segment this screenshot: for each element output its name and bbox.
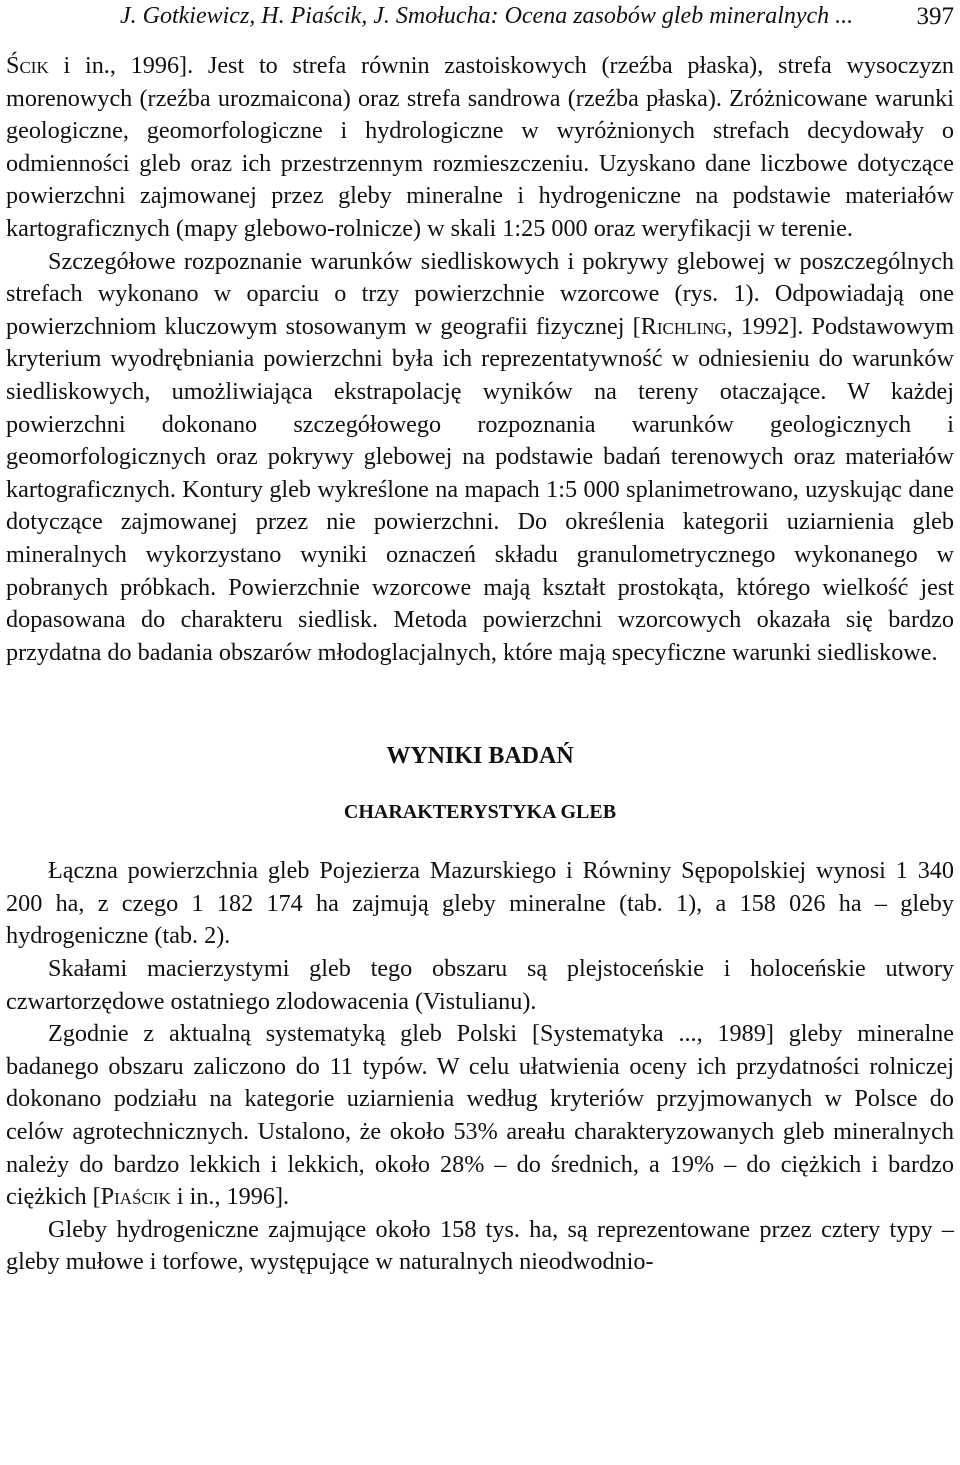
subsection-heading: CHARAKTERYSTYKA GLEB [343,801,617,824]
page-number: 397 [916,3,954,30]
citation-author: Piaścik [100,1183,171,1211]
paragraph-text: Zgodnie z aktualną systematyką gleb Polski [Systematyka ..., 1989] gleby mineralne badanego obszaru zaliczono do 11 typów. W celu ułatwienia oceny ich przydatności rolniczej dokonano podziału na kategorie uziarnienia według kryteriów przyjmowanych w Polsce do celów agrotechnicznych. Ustalono, że około 53% areału charakteryzowanych gleb mineralnych należy do bardzo lekkich i lekkich, około 28% – do średnich, a 19% – do ciężkich i bardzo ciężkich [ [6,1020,954,1211]
citation-author: Ścik [6,52,49,79]
paragraph [6,1018,954,1214]
running-title: J. Gotkiewicz, H. Piaścik, J. Smołucha: Ocena zasobów gleb mineralnych ... [120,3,854,29]
paragraph: Łączna powierzchnia gleb Pojezierza Mazurskiego i Równiny Sępopolskiej wynosi 1 340 200 ha, z czego 1 182 174 ha zajmują gleby mineralne (tab. 1), a 158 026 ha – gleby hydrogeniczne (tab. 2). [6,857,954,950]
paragraph [6,50,954,246]
running-header [6,0,954,50]
paragraph [6,246,954,670]
section-heading: WYNIKI BADAŃ [386,743,574,770]
paragraph-text: Szczegółowe rozpoznanie warunków siedliskowych i pokrywy glebowej w poszczególnych strefach wykonano w oparciu o trzy powierzchnie wzorcowe (rys. 1). Odpowiadają one powierzchniom kluczowym stosowanym w geografii fizycznej [ [6,247,954,340]
methods-text [6,50,954,669]
paragraph: Gleby hydrogeniczne zajmujące około 158 tys. ha, są reprezentowane przez cztery typy – gleby mułowe i torfowe, występujące w naturalnych nieodwodnio- [6,1215,954,1276]
citation-author: Richling [640,312,727,340]
document-page [6,0,954,1279]
paragraph-text: i in., 1996]. [170,1183,290,1211]
paragraph: Skałami macierzystymi gleb tego obszaru są plejstoceńskie i holoceńskie utwory czwartorzędowe ostatniego zlodowacenia (Vistulianu). [6,955,954,1015]
paragraph-text: , 1992]. Podstawowym kryterium wyodrębniania powierzchni była ich reprezentatywność w odniesieniu do warunków siedliskowych, umożliwiająca ekstrapolację wyników na tereny otaczające. W każdej powierzchni dokonano szczegółowego rozpoznania warunków geologicznych i geomorfologicznych oraz pokrywy glebowej na podstawie badań terenowych oraz materiałów kartograficznych. Kontury gleb wykreślone na mapach 1:5 000 splanimetrowano, uzyskując dane dotyczące zajmowanej przez nie powierzchni. Do określenia kategorii uziarnienia gleb mineralnych wykorzystano wyniki oznaczeń składu granulometrycznego wykonanego w pobranych próbkach. Powierzchnie wzorcowe mają kształt prostokąta, którego wielkość jest dopasowana do charakteru siedlisk. Metoda powierzchni wzorcowych okazała się bardzo przydatna do badania obszarów młodoglacjalnych, które mają specyficzne warunki siedliskowe. [6,312,955,666]
results-text [6,855,954,1279]
paragraph-text: i in., 1996]. Jest to strefa równin zastoiskowych (rzeźba płaska), strefa wysoczyzn morenowych (rzeźba urozmaicona) oraz strefa sandrowa (rzeźba płaska). Zróżnicowane warunki geologiczne, geomorfologiczne i hydrologiczne w wyróżnionych strefach decydowały o odmienności gleb oraz ich przestrzennym rozmieszczeniu. Uzyskano dane liczbowe dotyczące powierzchni zajmowanej przez gleby mineralne i hydrogeniczne na podstawie materiałów kartograficznych (mapy glebowo-rolnicze) w skali 1:25 000 oraz weryfikacji w terenie. [6,52,954,242]
